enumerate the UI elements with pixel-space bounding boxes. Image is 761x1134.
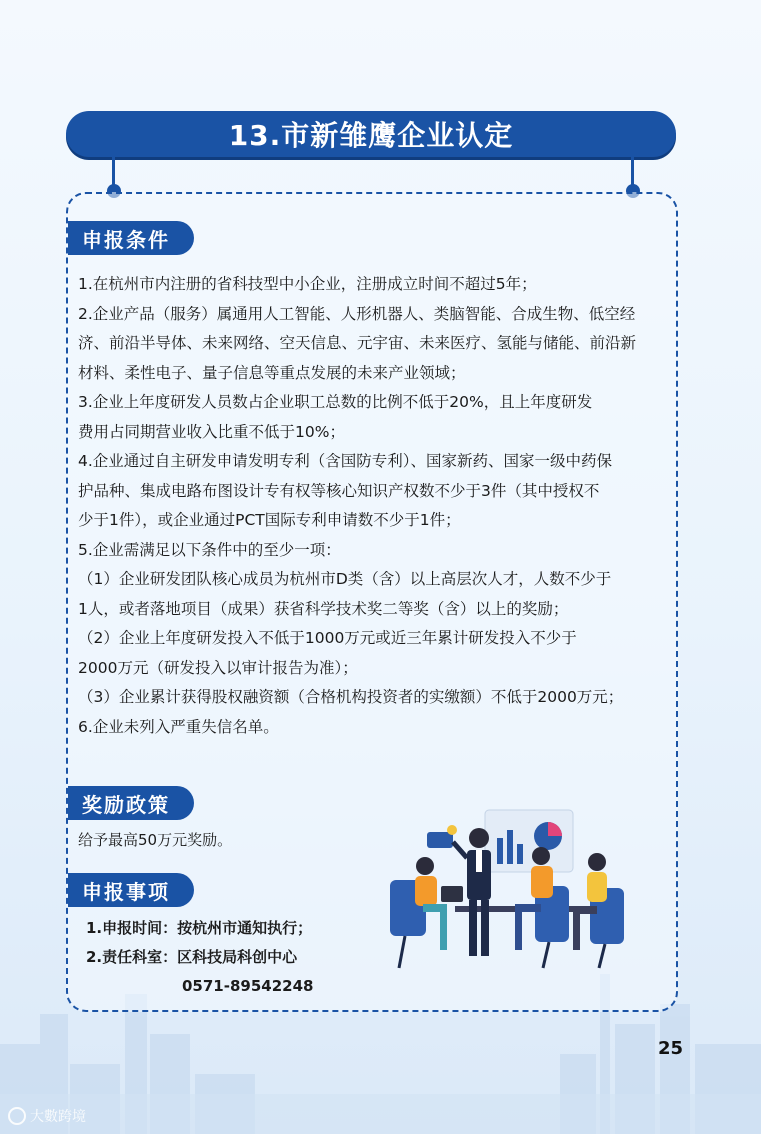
condition-line: （3）企业累计获得股权融资额（合格机构投资者的实缴额）不低于2000万元； [78, 688, 624, 706]
matters-line-time: 1.申报时间：按杭州市通知执行； [86, 919, 313, 937]
condition-line: 1.在杭州市内注册的省科技型中小企业，注册成立时间不超过5年； [78, 275, 537, 293]
matters-phone: 0571-89542248 [182, 977, 314, 995]
condition-line: （1）企业研发团队核心成员为杭州市D类（含）以上高层次人才，人数不少于 [78, 570, 612, 588]
conditions-text [78, 270, 668, 742]
condition-line: 1人，或者落地项目（成果）获省科学技术奖二等奖（含）以上的奖励； [78, 599, 569, 618]
condition-line: 4.企业通过自主研发申请发明专利（含国防专利）、国家新药、国家一级中药保 [78, 452, 613, 470]
watermark [8, 1106, 86, 1126]
page-number: 25 [658, 1038, 684, 1059]
team-meeting-illustration [385, 808, 637, 973]
condition-line: 3.企业上年度研发人员数占企业职工总数的比例不低于20%，且上年度研发 [78, 393, 593, 411]
section-label-conditions: 申报条件 [68, 221, 194, 255]
condition-line: 2000万元（研发投入以审计报告为准）； [78, 658, 358, 677]
section-label-reward: 奖励政策 [68, 786, 194, 820]
condition-line: 护品种、集成电路布图设计专有权等核心知识产权数不少于3件（其中授权不 [78, 481, 600, 500]
connector-right [631, 157, 634, 187]
condition-line: 少于1件），或企业通过PCT国际专利申请数不少于1件； [78, 511, 461, 529]
condition-line: 济、前沿半导体、未来网络、空天信息、元宇宙、未来医疗、氢能与储能、前沿新 [78, 334, 637, 352]
condition-line: 2.企业产品（服务）属通用人工智能、人形机器人、类脑智能、合成生物、低空经 [78, 304, 636, 323]
watermark-text: 大數跨境 [30, 1109, 86, 1125]
section-label-matters: 申报事项 [68, 873, 194, 907]
condition-line: （2）企业上年度研发投入不低于1000万元或近三年累计研发投入不少于 [78, 629, 577, 647]
reward-text: 给予最高50万元奖励。 [78, 831, 233, 849]
matters-line-office: 2.责任科室：区科技局科创中心 [86, 948, 298, 966]
condition-line: 材料、柔性电子、量子信息等重点发展的未来产业领域； [78, 363, 466, 382]
watermark-logo-icon [8, 1107, 26, 1125]
page-title: 13.市新雏鹰企业认定 [228, 119, 514, 152]
condition-line: 5.企业需满足以下条件中的至少一项： [78, 540, 341, 559]
condition-line: 费用占同期营业收入比重不低于10%； [78, 422, 345, 441]
connector-left [112, 157, 115, 187]
condition-line: 6.企业未列入严重失信名单。 [78, 717, 279, 736]
title-banner [66, 111, 676, 157]
